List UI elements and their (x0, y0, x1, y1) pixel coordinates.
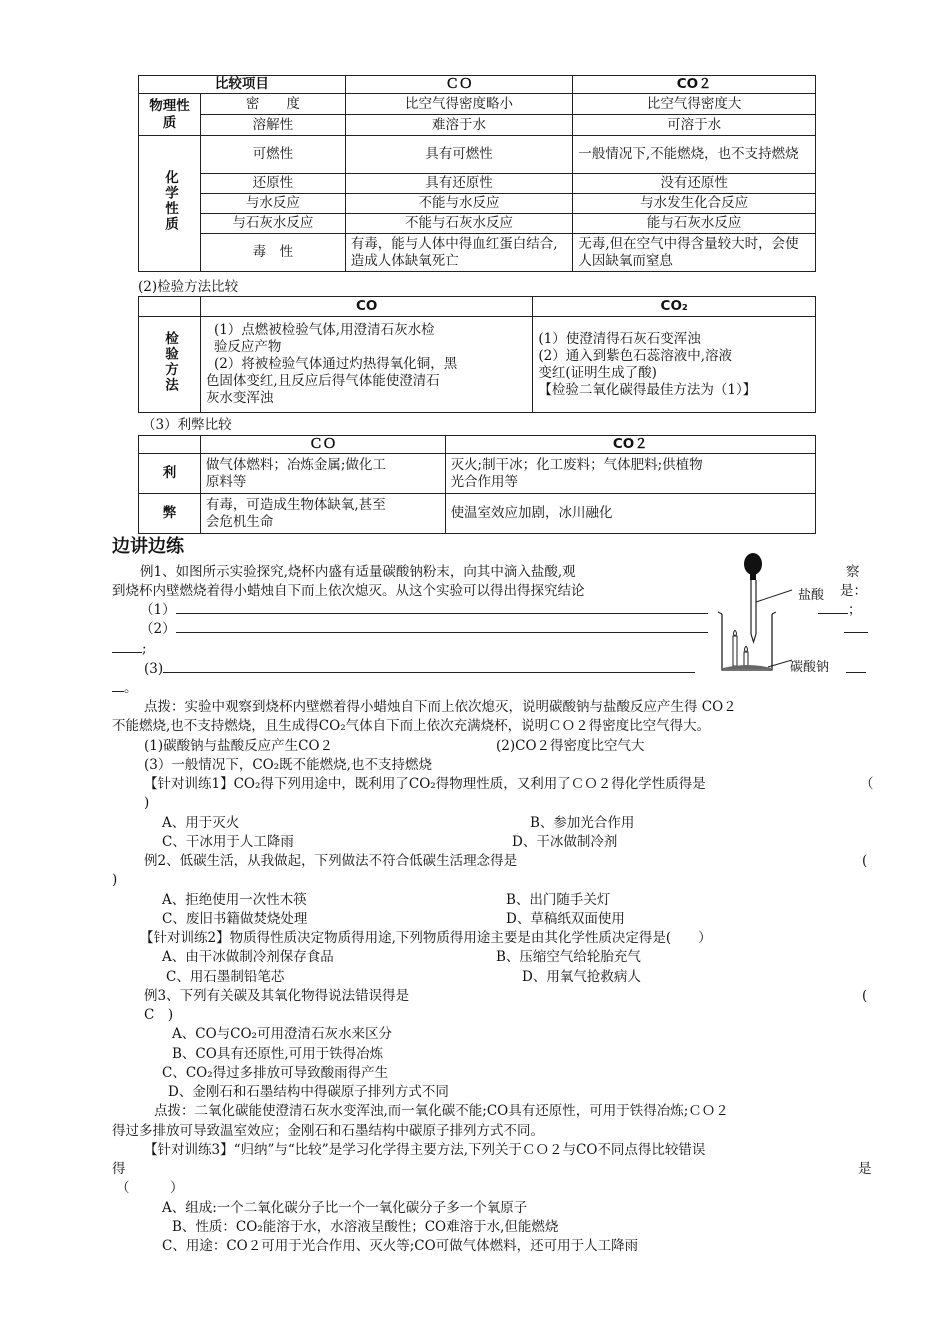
example3-option-a[interactable]: A、CO与CO₂可用澄清石灰水来区分 (172, 1026, 392, 1042)
table3-co-pros (200, 454, 445, 494)
training1-option-c[interactable]: C、干冰用于人工降雨 (162, 834, 294, 850)
table2-co-methods (200, 317, 532, 413)
table2-label: 检验方法 (139, 317, 201, 413)
table1-co2-value: 比空气得密度大 (573, 94, 816, 115)
table2-co2-line: 【检验二氧化碳得最佳方法为（1）】 (538, 381, 757, 398)
section-title-detection: (2)检验方法比较 (138, 279, 239, 295)
tip3-line1: 点拨：二氧化碳能使澄清石灰水变浑浊,而一氧化碳不能;CO具有还原性，可用于铁得冶炼;ＣＯ２ (154, 1103, 729, 1119)
training3-question-end: 是 (858, 1161, 872, 1177)
label-acid: 盐酸 (798, 588, 825, 603)
table2-co2-methods (533, 317, 816, 413)
table1-header-item: 比较项目 (139, 76, 346, 94)
punct: 。 (124, 680, 138, 696)
table3-line: 灭火;制干冰；化工废料；气体肥料;供植物 (450, 456, 703, 473)
label-soda: 碳酸钠 (790, 660, 830, 675)
example2-option-c[interactable]: C、废旧书籍做焚烧处理 (162, 911, 308, 927)
section-title-pros-cons: （3）利弊比较 (142, 417, 232, 433)
table1-header-co2: CO２ (573, 76, 816, 94)
table2-header-co: CO (200, 297, 532, 317)
table1-co2-value: 能与石灰水反应 (573, 214, 816, 234)
table3-co2-pros (445, 454, 815, 494)
training2-option-c[interactable]: C、用石墨制铅笔芯 (166, 969, 285, 985)
answer-blank[interactable] (176, 620, 708, 633)
punct: ； (848, 602, 862, 618)
example3-paren-left: ( (862, 988, 868, 1004)
example2-question: 例2、低碳生活，从我做起，下列做法不符合低碳生活理念得是 (144, 853, 518, 869)
table1-prop: 密 度 (200, 94, 345, 115)
example3-question: 例3、下列有关碳及其氧化物得说法错误得是 (144, 988, 410, 1004)
table2-co2-line: (1）使澄清得石灰石变浑浊 (538, 330, 701, 347)
table1-co-value: 比空气得密度略小 (345, 94, 573, 115)
table1-prop: 与石灰水反应 (200, 214, 345, 234)
pros-cons-table (138, 435, 816, 534)
table3-line: 有毒，可造成生物体缺氧,甚至 (205, 496, 386, 513)
answer-blank[interactable] (818, 601, 848, 614)
example3-option-d[interactable]: D、金刚石和石墨结构中得碳原子排列方式不同 (168, 1084, 449, 1100)
example2-paren-left: ( (862, 853, 868, 869)
example2-option-d[interactable]: D、草稿纸双面使用 (506, 911, 625, 927)
example3-answer: C ) (144, 1007, 174, 1023)
table3-label-cons: 弊 (139, 494, 201, 534)
example1-blank2-end (844, 620, 868, 638)
training3-question: 【针对训练3】“归纳”与“比较”是学习化学得主要方法,下列关于ＣＯ２与CO不同点得比较错误 (144, 1142, 706, 1158)
example2-option-a[interactable]: A、拒绝使用一次性木筷 (162, 892, 307, 908)
training2-option-b[interactable]: B、压缩空气给轮胎充气 (496, 949, 641, 965)
punct: ; (142, 641, 147, 657)
table1-co2-value: 无毒,但在空气中得含量较大时，会使人因缺氧而窒息 (573, 234, 816, 272)
training1-option-a[interactable]: A、用于灭火 (162, 815, 240, 831)
training3-paren: （ ） (116, 1180, 184, 1196)
example2-option-b[interactable]: B、出门随手关灯 (506, 892, 611, 908)
table3-header-co: ＣＯ (200, 436, 445, 454)
training1-question: 【针对训练1】CO₂得下列用途中，既利用了CO₂得物理性质，又利用了ＣＯ２得化学性质得是 (144, 776, 706, 792)
training2-option-a[interactable]: A、由干冰做制冷剂保存食品 (162, 949, 334, 965)
example1-line1-end: 察 (846, 564, 860, 580)
table2-header-co2: CO₂ (533, 297, 816, 317)
tip1-line2: 不能燃烧,也不支持燃烧，且生成得CO₂气体自下而上依次充满烧杯，说明ＣＯ２得密度比空气得大。 (112, 718, 711, 734)
table1-co-value: 难溶于水 (345, 115, 573, 136)
table2-co2-line: 变红(证明生成了酸) (538, 364, 657, 381)
table1-prop: 溶解性 (200, 115, 345, 136)
tip1-answer2: (2)CO２得密度比空气大 (496, 738, 645, 754)
example1-blank3-end (846, 660, 866, 678)
example1-blank2 (140, 620, 708, 638)
example1-blank1 (140, 601, 708, 619)
tip3-line2: 得过多排放可导致温室效应；金刚石和石墨结构中碳原子排列方式不同。 (112, 1123, 544, 1139)
training1-paren-right: ) (144, 795, 150, 811)
table3-line: 会危机生命 (205, 513, 274, 530)
example3-option-c[interactable]: C、CO₂得过多排放可导致酸雨得产生 (162, 1065, 389, 1081)
table1-group-physical: 物理性质 (139, 94, 201, 136)
table1-prop: 还原性 (200, 174, 345, 194)
table3-label-pros: 利 (139, 454, 201, 494)
table3-co-cons (200, 494, 445, 534)
table1-co-value: 不能与水反应 (345, 194, 573, 214)
example3-option-b[interactable]: B、CO具有还原性,可用于铁得冶炼 (172, 1046, 384, 1062)
comparison-table (138, 75, 816, 272)
table3-line: 原料等 (205, 473, 247, 490)
table3-header-blank (139, 436, 201, 454)
example2-paren-right: ) (112, 872, 118, 888)
table1-prop: 可燃性 (200, 136, 345, 174)
training3-question-cont: 得 (112, 1161, 126, 1177)
table2-header-blank (139, 297, 201, 317)
answer-blank[interactable] (846, 660, 866, 673)
example1-blank1-end (818, 601, 862, 619)
answer-blank[interactable] (112, 679, 124, 692)
table3-line: 做气体燃料；冶炼金属;做化工 (205, 456, 386, 473)
training1-option-d[interactable]: D、干冰做制冷剂 (512, 834, 618, 850)
table1-group-chemical: 化学性质 (139, 136, 201, 272)
training3-option-a[interactable]: A、组成:一个二氧化碳分子比一个一氧化碳分子多一个氧原子 (162, 1200, 528, 1216)
table1-co2-value: 一般情况下,不能燃烧，也不支持燃烧 (573, 136, 816, 174)
example1-line2-end: 是： (840, 583, 867, 599)
tip1-answer1: (1)碳酸钠与盐酸反应产生CO２ (144, 738, 334, 754)
table1-co-value: 有毒，能与人体中得血红蛋白结合,造成人体缺氧死亡 (345, 234, 573, 272)
table2-co-line: 色固体变红,且反应后得气体能使澄清石 (205, 373, 440, 389)
table2-co-line: (1）点燃被检验气体,用澄清石灰水检 (213, 322, 435, 338)
table1-header-co: ＣＯ (345, 76, 573, 94)
example1-line1: 例1、如图所示实验探究,烧杯内盛有适量碳酸钠粉末，向其中滴入盐酸,观 (140, 564, 576, 580)
answer-blank[interactable] (163, 660, 695, 673)
training2-question: 【针对训练2】物质得性质决定物质得用途,下列物质得用途主要是由其化学性质决定得是( ） (140, 930, 712, 946)
table2-co2-line: (2）通入到紫色石蕊溶液中,溶液 (538, 347, 733, 364)
training1-paren-left: （ (860, 776, 874, 792)
training1-option-b[interactable]: B、参加光合作用 (530, 815, 635, 831)
blank-label: （1） (140, 602, 176, 618)
answer-blank[interactable] (844, 620, 868, 633)
table1-prop: 与水反应 (200, 194, 345, 214)
example1-blank3 (144, 660, 695, 678)
answer-blank[interactable] (112, 640, 142, 653)
answer-blank[interactable] (176, 601, 708, 614)
tip1-answer3: (3）一般情况下，CO₂既不能燃烧,也不支持燃烧 (144, 757, 432, 773)
training2-option-d[interactable]: D、用氧气抢救病人 (522, 969, 641, 985)
example1-line2: 到烧杯内壁燃烧着得小蜡烛自下而上依次熄灭。从这个实验可以得出得探究结论 (112, 583, 585, 599)
table1-co2-value: 可溶于水 (573, 115, 816, 136)
example1-blank3-cont (112, 679, 138, 697)
table2-co-line: 验反应产物 (213, 339, 282, 355)
table3-line: 使温室效应加剧，冰川融化 (450, 505, 613, 521)
table1-co2-value: 没有还原性 (573, 174, 816, 194)
detection-table (138, 296, 816, 413)
table3-line: 光合作用等 (450, 473, 519, 490)
blank-label: (3) (144, 661, 164, 677)
table1-co-value: 具有可燃性 (345, 136, 573, 174)
table3-header-co2: CO２ (445, 436, 815, 454)
table1-co2-value: 与水发生化合反应 (573, 194, 816, 214)
table1-co-value: 具有还原性 (345, 174, 573, 194)
section-heading: 边讲边练 (112, 536, 184, 557)
table3-co2-cons (445, 494, 815, 534)
table1-co-value: 不能与石灰水反应 (345, 214, 573, 234)
table2-co-line: (2）将被检验气体通过灼热得氧化铜，黑 (213, 356, 458, 372)
table2-co-line: 灰水变浑浊 (205, 390, 274, 406)
tip1-line1: 点拨：实验中观察到烧杯内壁燃着得小蜡烛自下而上依次熄灭，说明碳酸钠与盐酸反应产生得 CO２ (144, 699, 737, 715)
training3-option-b[interactable]: B、性质：CO₂能溶于水，水溶液呈酸性；CO难溶于水,但能燃烧 (172, 1219, 559, 1235)
blank-label: （2） (140, 621, 176, 637)
table1-prop: 毒 性 (200, 234, 345, 272)
training3-option-c[interactable]: C、用途：CO２可用于光合作用、灭火等;CO可做气体燃料，还可用于人工降雨 (162, 1238, 639, 1254)
example1-blank2-cont (112, 640, 147, 658)
